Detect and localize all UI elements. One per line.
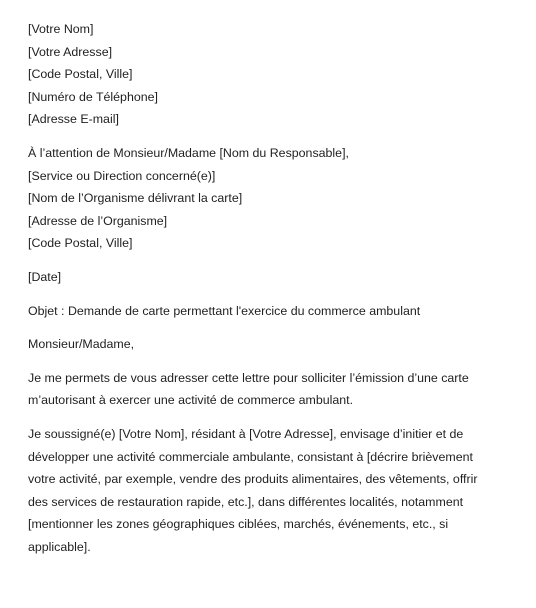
sender-email: [Adresse E-mail]: [28, 112, 119, 127]
letter-subject: Objet : Demande de carte permettant l'exercice du commerce ambulant: [28, 303, 421, 318]
paragraph-line: des services de restauration rapide, etc.], dans différentes localités, notamment: [28, 494, 464, 509]
paragraph-line: applicable].: [28, 539, 91, 554]
spacer: [28, 131, 528, 142]
paragraph-line: Je soussigné(e) [Votre Nom], résidant à [Votre Adresse], envisage d’initier et de: [28, 426, 464, 441]
recipient-attention: À l’attention de Monsieur/Madame [Nom du Responsable],: [28, 145, 349, 160]
sender-name: [Votre Nom]: [28, 22, 94, 36]
sender-postal-city: [Code Postal, Ville]: [28, 67, 133, 82]
recipient-address: [Adresse de l’Organisme]: [28, 213, 168, 228]
spacer: [28, 322, 528, 333]
body-paragraph-2: [28, 423, 528, 559]
spacer: [28, 356, 528, 367]
recipient-service: [Service ou Direction concerné(e)]: [28, 168, 216, 183]
paragraph-line: votre activité, par exemple, vendre des produits alimentaires, des vêtements, offrir: [28, 472, 478, 487]
spacer: [28, 412, 528, 423]
letter-salutation: Monsieur/Madame,: [28, 337, 135, 352]
letter-date: [Date]: [28, 269, 62, 284]
sender-phone: [Numéro de Téléphone]: [28, 89, 158, 104]
paragraph-line: [mentionner les zones géographiques ciblées, marchés, événements, etc., si: [28, 517, 449, 532]
paragraph-line: Je me permets de vous adresser cette lettre pour solliciter l’émission d’une carte: [28, 370, 469, 385]
letter-page: [28, 18, 528, 558]
spacer: [28, 255, 528, 266]
recipient-postal-city: [Code Postal, Ville]: [28, 236, 133, 251]
sender-block: [28, 18, 528, 131]
body-paragraph-1: [28, 367, 528, 412]
sender-address: [Votre Adresse]: [28, 44, 113, 59]
recipient-block: [28, 142, 528, 255]
paragraph-line: m’autorisant à exercer une activité de commerce ambulant.: [28, 393, 354, 408]
paragraph-line: développer une activité commerciale ambulante, consistant à [décrire brièvement: [28, 449, 473, 464]
spacer: [28, 289, 528, 300]
recipient-organisme: [Nom de l’Organisme délivrant la carte]: [28, 191, 243, 206]
